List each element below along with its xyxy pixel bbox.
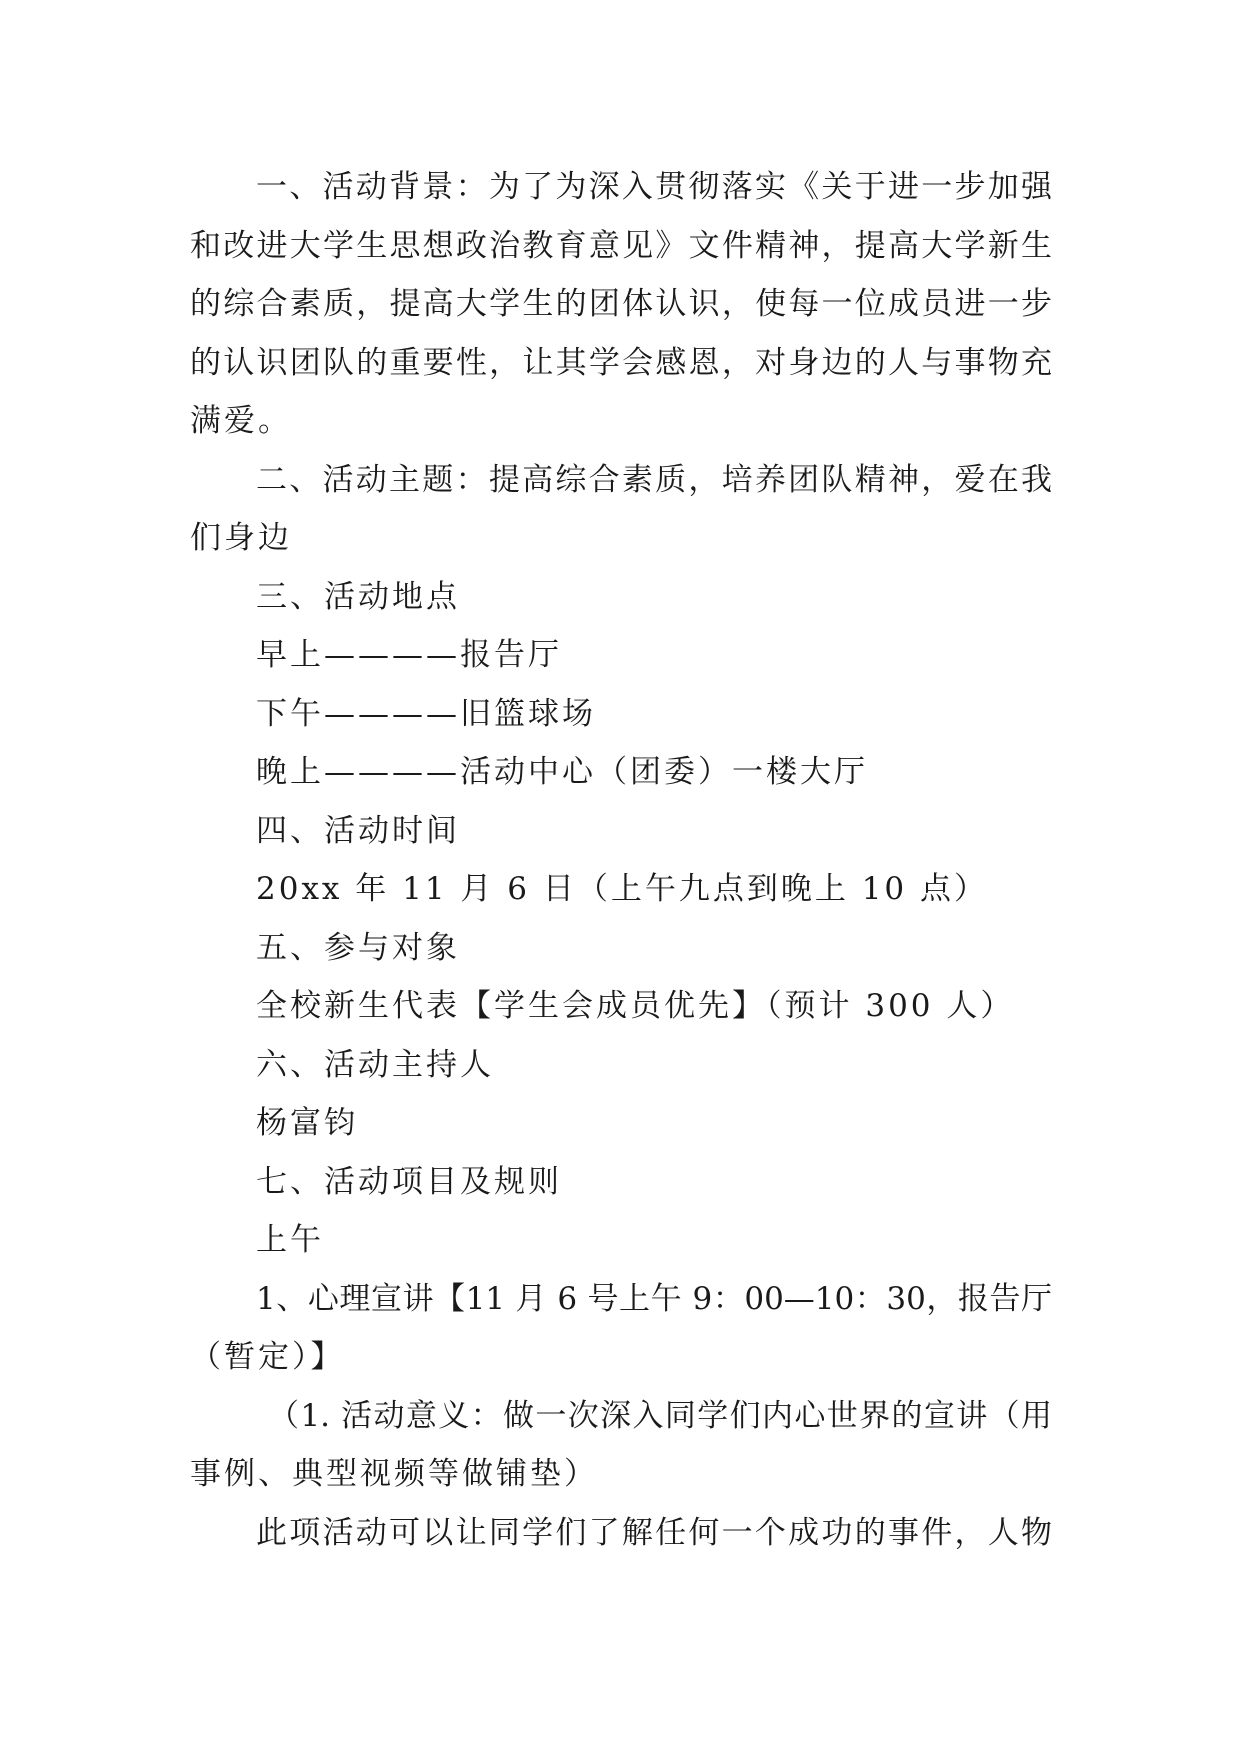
text-line: 早上————报告厅 xyxy=(256,637,562,673)
document-body xyxy=(190,158,1052,1562)
text-line: 一、活动背景：为了为深入贯彻落实《关于进一步加强 xyxy=(256,169,1052,205)
text-line: 和改进大学生思想政治教育意见》文件精神，提高大学新生 xyxy=(190,227,1052,264)
text-line: 全校新生代表【学生会成员优先】（预计 300 人） xyxy=(256,988,1015,1024)
section-heading: 六、活动主持人 xyxy=(256,1046,494,1083)
section-heading: 三、活动地点 xyxy=(256,578,460,615)
text-line: 事例、典型视频等做铺垫） xyxy=(190,1456,598,1492)
text-line: 下午————旧篮球场 xyxy=(256,695,596,732)
text-line: （暂定）】 xyxy=(190,1339,345,1375)
text-line: 满爱。 xyxy=(190,403,292,439)
text-line: 的综合素质，提高大学生的团体认识，使每一位成员进一步 xyxy=(190,286,1052,322)
text-line: 20xx 年 11 月 6 日（上午九点到晚上 10 点） xyxy=(256,871,989,907)
section-heading: 四、活动时间 xyxy=(256,812,460,849)
text-line: 此项活动可以让同学们了解任何一个成功的事件，人物 xyxy=(256,1514,1052,1551)
text-line: 们身边 xyxy=(190,520,292,556)
text-line: 1、心理宣讲【11 月 6 号上午 9：00—10：30，报告厅 xyxy=(256,1280,1052,1317)
text-line: 二、活动主题：提高综合素质，培养团队精神，爱在我 xyxy=(256,461,1052,498)
text-line: 的认识团队的重要性，让其学会感恩，对身边的人与事物充 xyxy=(190,344,1052,381)
text-line: 上午 xyxy=(256,1222,324,1258)
text-line: 杨富钧 xyxy=(256,1105,358,1141)
text-line: （1. 活动意义：做一次深入同学们内心世界的宣讲（用 xyxy=(268,1397,1052,1434)
section-heading: 七、活动项目及规则 xyxy=(256,1163,562,1200)
section-heading: 五、参与对象 xyxy=(256,929,460,966)
text-line: 晚上————活动中心（团委）一楼大厅 xyxy=(256,754,868,790)
